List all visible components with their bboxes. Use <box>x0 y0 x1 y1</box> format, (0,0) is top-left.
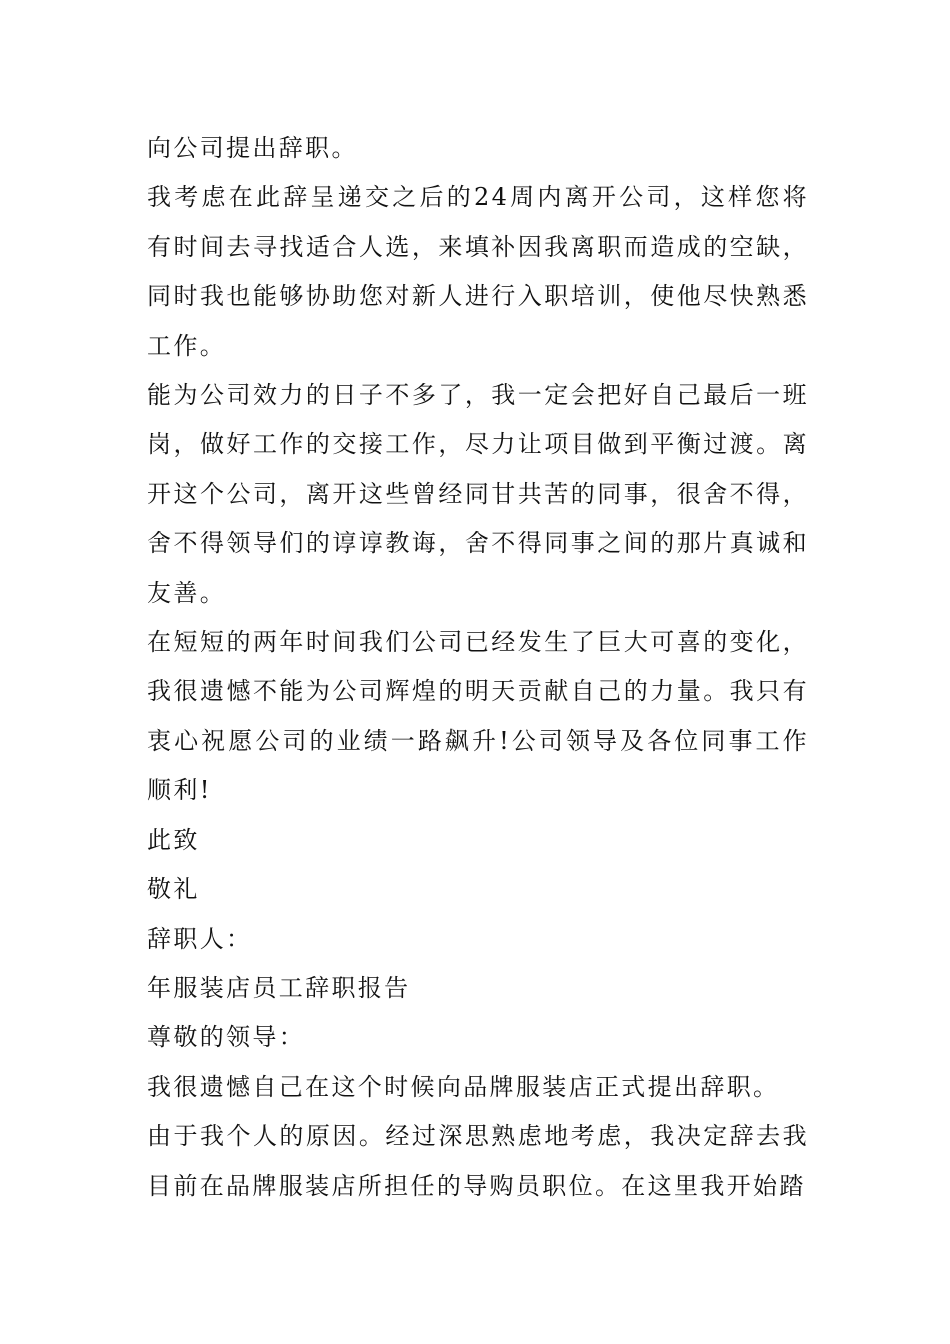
closing-regards: 敬礼 <box>147 875 200 904</box>
second-letter-opening: 我很遗憾自己在这个时候向品牌服装店正式提出辞职。 <box>147 1072 780 1101</box>
second-letter-title: 年服装店员工辞职报告 <box>147 973 411 1002</box>
closing-salutation: 此致 <box>147 825 200 854</box>
document-body <box>147 124 809 1211</box>
second-letter-reason: 由于我个人的原因。经过深思熟虑地考虑，我决定辞去我目前在品牌服装店所担任的导购员职位。在这里我开始踏 <box>147 1122 809 1200</box>
paragraph-resignation-intro-end: 向公司提出辞职。 <box>147 134 358 162</box>
signature-label: 辞职人： <box>147 924 253 953</box>
paragraph-handover: 能为公司效力的日子不多了，我一定会把好自己最后一班岗，做好工作的交接工作，尽力让项目做到平衡过渡。离开这个公司，离开这些曾经同甘共苦的同事，很舍不得，舍不得领导们的谆谆教诲，舍不得同事之间的那片真诚和友善。 <box>147 381 809 607</box>
paragraph-best-wishes: 在短短的两年时间我们公司已经发生了巨大可喜的变化，我很遗憾不能为公司辉煌的明天贡献自己的力量。我只有衷心祝愿公司的业绩一路飙升!公司领导及各位同事工作顺利! <box>147 628 809 805</box>
second-letter-greeting: 尊敬的领导： <box>147 1023 306 1052</box>
paragraph-notice-period: 我考虑在此辞呈递交之后的24周内离开公司，这样您将有时间去寻找适合人选，来填补因我离职而造成的空缺，同时我也能够协助您对新人进行入职培训，使他尽快熟悉工作。 <box>147 183 809 360</box>
